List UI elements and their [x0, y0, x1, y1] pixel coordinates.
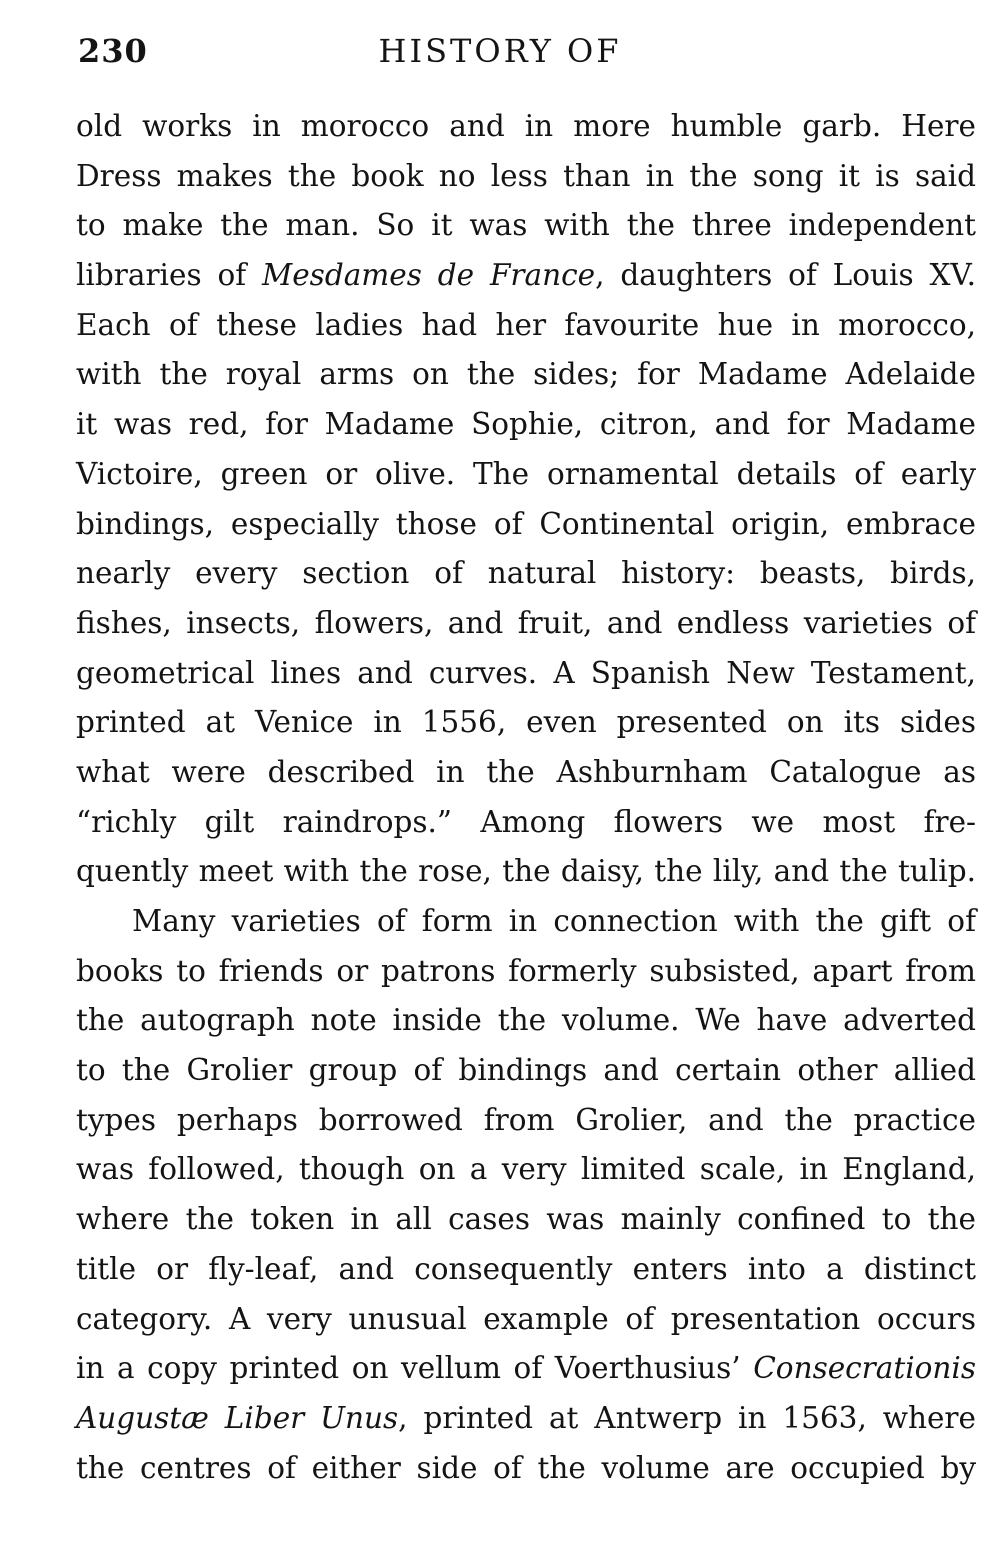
text-line: with the royal arms on the sides; for Madame Adelaide — [76, 357, 976, 392]
text-line: “richly gilt raindrops.” Among flowers we most fre- — [76, 804, 976, 839]
running-head: HISTORY OF — [378, 32, 622, 70]
text-line: libraries of Mesdames de France, daughters of Louis XV. — [76, 258, 977, 293]
text-line: old works in morocco and in more humble garb. Here — [76, 109, 976, 143]
body-text — [76, 102, 976, 1493]
page-number: 230 — [78, 32, 148, 70]
text-line: where the token in all cases was mainly confined to the — [76, 1202, 976, 1237]
text-line: Victoire, green or olive. The ornamental details of early — [76, 456, 976, 491]
text-line: quently meet with the rose, the daisy, the lily, and the tulip. — [76, 854, 976, 889]
text-line: geometrical lines and curves. A Spanish New Testament, — [76, 655, 976, 690]
italic-title: Consecrationis — [753, 1351, 976, 1386]
text-line: category. A very unusual example of presentation occurs — [76, 1301, 976, 1336]
text-line: the centres of either side of the volume are occupied by — [76, 1450, 976, 1485]
text-line: books to friends or patrons formerly subsisted, apart from — [76, 953, 976, 988]
text-line: Many varieties of form in connection with the gift of — [132, 904, 976, 938]
text-line: types perhaps borrowed from Grolier, and the practice — [76, 1102, 976, 1137]
text-line: in a copy printed on vellum of Voerthusius’ Consecrationis — [76, 1351, 976, 1386]
text-line: title or fly-leaf, and consequently enters into a distinct — [76, 1251, 976, 1286]
text-line: Dress makes the book no less than in the song it is said — [76, 158, 976, 193]
text-line: was followed, though on a very limited scale, in England, — [76, 1152, 976, 1187]
text-line: fishes, insects, flowers, and fruit, and endless varieties of — [76, 605, 976, 640]
italic-title: Mesdames de France — [262, 258, 596, 293]
text-line: bindings, especially those of Continental origin, embrace — [76, 506, 976, 541]
text-line: Each of these ladies had her favourite hue in morocco, — [76, 307, 976, 342]
text-line: printed at Venice in 1556, even presented on its sides — [76, 705, 976, 740]
text-line: the autograph note inside the volume. We have adverted — [76, 1003, 976, 1038]
text-line: to the Grolier group of bindings and certain other allied — [76, 1053, 976, 1088]
text-line: Augustæ Liber Unus, printed at Antwerp in 1563, where — [76, 1400, 976, 1435]
page-header — [0, 32, 1000, 80]
text-line: it was red, for Madame Sophie, citron, and for Madame — [76, 407, 976, 442]
text-line: to make the man. So it was with the three independent — [76, 208, 976, 243]
text-line: what were described in the Ashburnham Catalogue as — [76, 754, 976, 789]
italic-title: Augustæ Liber Unus — [76, 1400, 399, 1435]
text-line: nearly every section of natural history: beasts, birds, — [76, 556, 976, 591]
